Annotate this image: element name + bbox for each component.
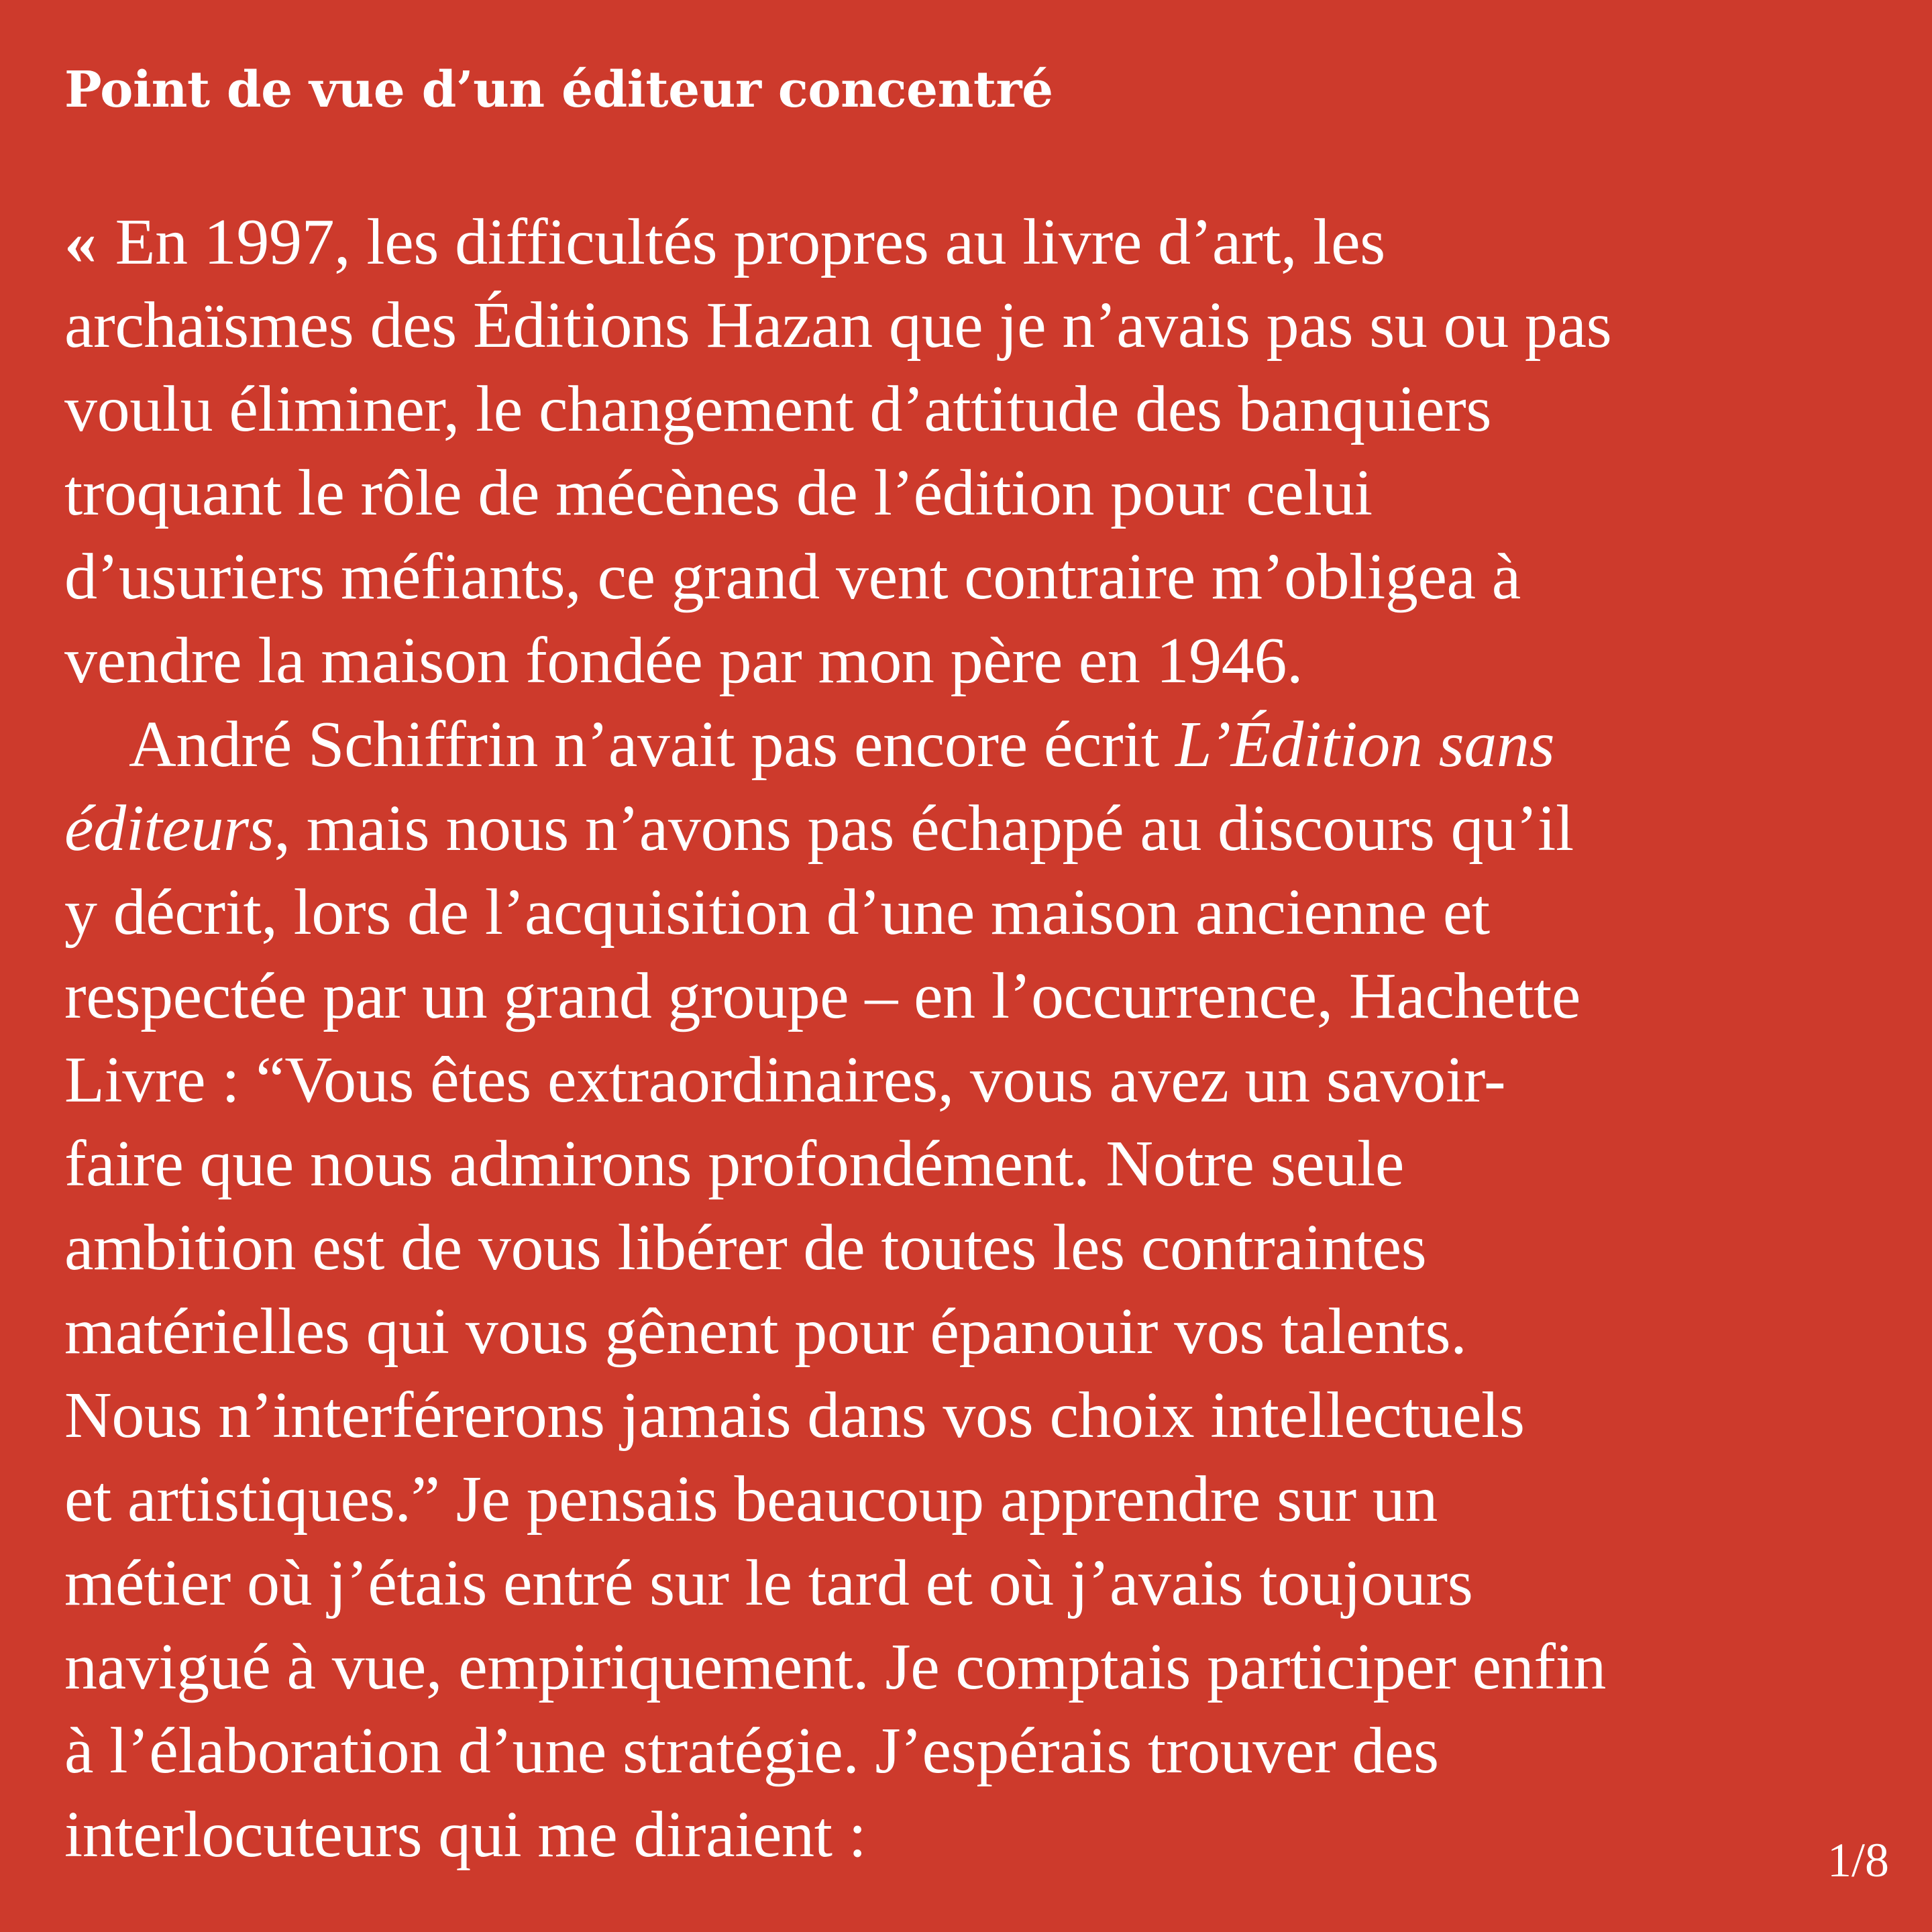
quote-line <box>64 703 1889 787</box>
quote-body <box>64 200 1889 1877</box>
opening-guillemet: « <box>64 206 97 278</box>
quote-line-text: , mais nous n’avons pas échappé au discours qu’il <box>274 792 1574 865</box>
quote-line: navigué à vue, empiriquement. Je comptais participer enfin <box>64 1631 1607 1703</box>
quote-line: archaïsmes des Éditions Hazan que je n’avais pas su ou pas <box>64 289 1612 362</box>
page-title: Point de vue d’un éditeur concentré <box>64 61 1053 119</box>
quote-line: métier où j’étais entré sur le tard et où j’avais toujours <box>64 1547 1473 1619</box>
book-title: L’Édition sans <box>1175 708 1555 781</box>
quote-line: matérielles qui vous gênent pour épanouir vos talents. <box>64 1295 1467 1368</box>
quote-line: d’usuriers méfiants, ce grand vent contraire m’obligea à <box>64 541 1521 613</box>
quote-line <box>64 200 1889 284</box>
quote-line: interlocuteurs qui me diraient : <box>64 1799 867 1871</box>
quote-line: respectée par un grand groupe – en l’occurrence, Hachette <box>64 960 1580 1032</box>
quote-line: Nous n’interférerons jamais dans vos choix intellectuels <box>64 1379 1525 1452</box>
quote-line: Livre : “Vous êtes extraordinaires, vous avez un savoir- <box>64 1044 1506 1116</box>
book-title: éditeurs <box>64 792 274 865</box>
quote-line: ambition est de vous libérer de toutes les contraintes <box>64 1212 1427 1284</box>
quote-line: faire que nous admirons profondément. Notre seule <box>64 1128 1404 1200</box>
quote-line <box>64 787 1889 871</box>
quote-line: voulu éliminer, le changement d’attitude des banquiers <box>64 373 1492 445</box>
quote-line: et artistiques.” Je pensais beaucoup apprendre sur un <box>64 1463 1438 1536</box>
quote-line: troquant le rôle de mécènes de l’édition pour celui <box>64 457 1373 529</box>
page-number: 1/8 <box>1827 1833 1889 1887</box>
quote-line: y décrit, lors de l’acquisition d’une maison ancienne et <box>64 876 1490 949</box>
quote-line-text: André Schiffrin n’avait pas encore écrit <box>129 708 1176 781</box>
quote-line-text: En 1997, les difficultés propres au livre d’art, les <box>115 206 1385 278</box>
quote-line: vendre la maison fondée par mon père en 1946. <box>64 625 1303 697</box>
quote-line: à l’élaboration d’une stratégie. J’espérais trouver des <box>64 1715 1439 1787</box>
